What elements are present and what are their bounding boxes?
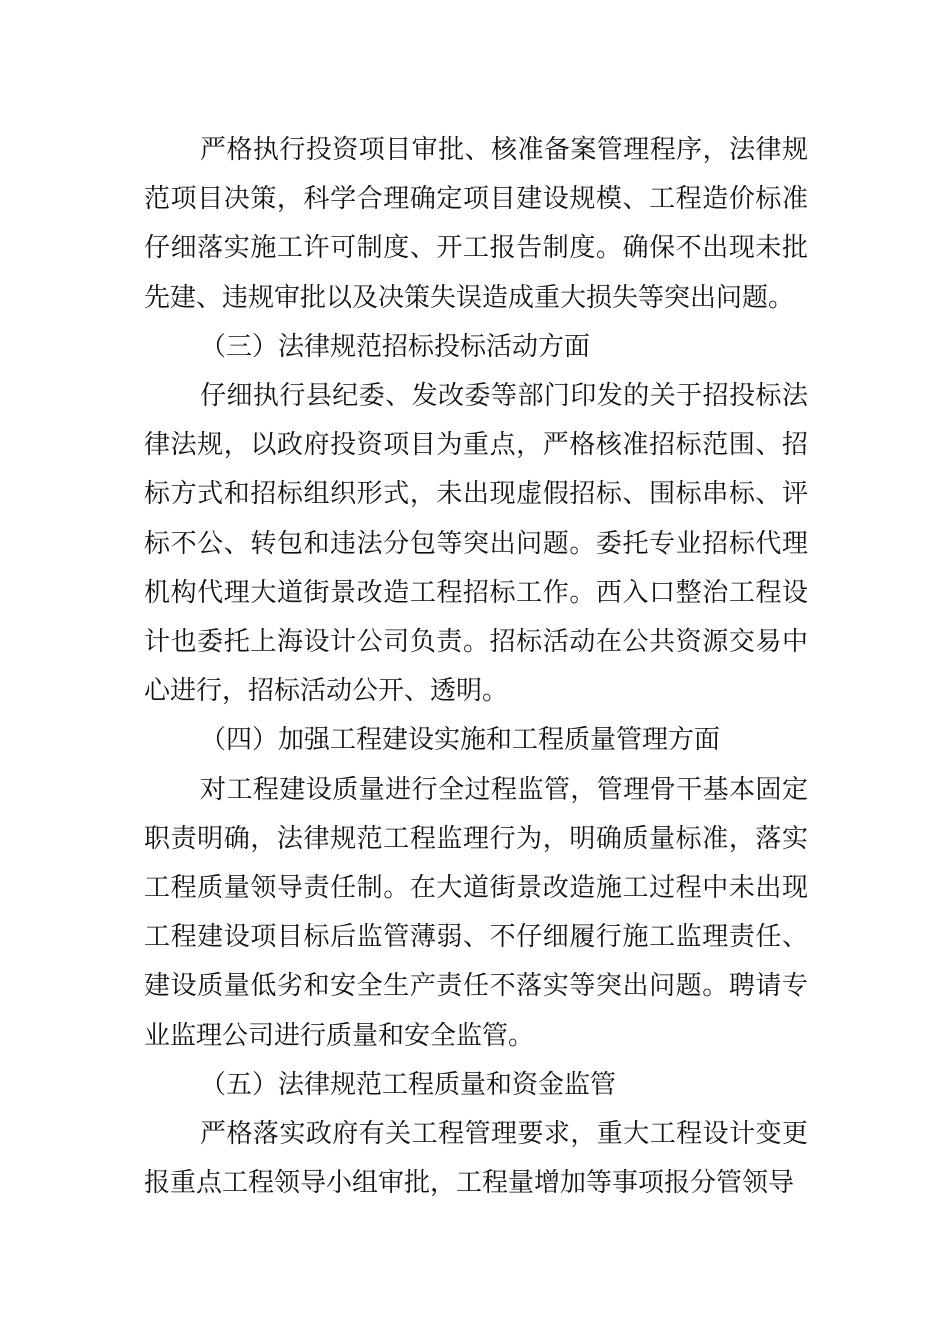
paragraph-quality-management: 对工程建设质量进行全过程监管，管理骨干基本固定职责明确，法律规范工程监理行为，明确质量标准，落实工程质量领导责任制。在大道街景改造施工过程中未出现工程建设项目标后监管薄弱、不仔细履行施工监理责任、建设质量低劣和安全生产责任不落实等突出问题。聘请专业监理公司进行质量和安全监管。 — [144, 774, 808, 1051]
paragraph-funding-supervision: 严格落实政府有关工程管理要求，重大工程设计变更报重点工程领导小组审批，工程量增加等事项报分管领导 — [144, 1119, 808, 1199]
document-body — [144, 126, 808, 1208]
paragraph-project-approval: 严格执行投资项目审批、核准备案管理程序，法律规范项目决策，科学合理确定项目建设规模、工程造价标准仔细落实施工许可制度、开工报告制度。确保不出现未批先建、违规审批以及决策失误造成重大损失等突出问题。 — [144, 135, 808, 313]
section-heading-bidding: （三）法律规范招标投标活动方面 — [200, 331, 591, 362]
section-heading-funding-supervision: （五）法律规范工程质量和资金监管 — [200, 1069, 617, 1100]
paragraph-bidding: 仔细执行县纪委、发改委等部门印发的关于招投标法律法规，以政府投资项目为重点，严格核准招标范围、招标方式和招标组织形式，未出现虚假招标、围标串标、评标不公、转包和违法分包等突出问题。委托专业招标代理机构代理大道街景改造工程招标工作。西入口整治工程设计也委托上海设计公司负责。招标活动在公共资源交易中心进行，招标活动公开、透明。 — [144, 381, 808, 707]
section-heading-quality-management: （四）加强工程建设实施和工程质量管理方面 — [200, 725, 721, 756]
